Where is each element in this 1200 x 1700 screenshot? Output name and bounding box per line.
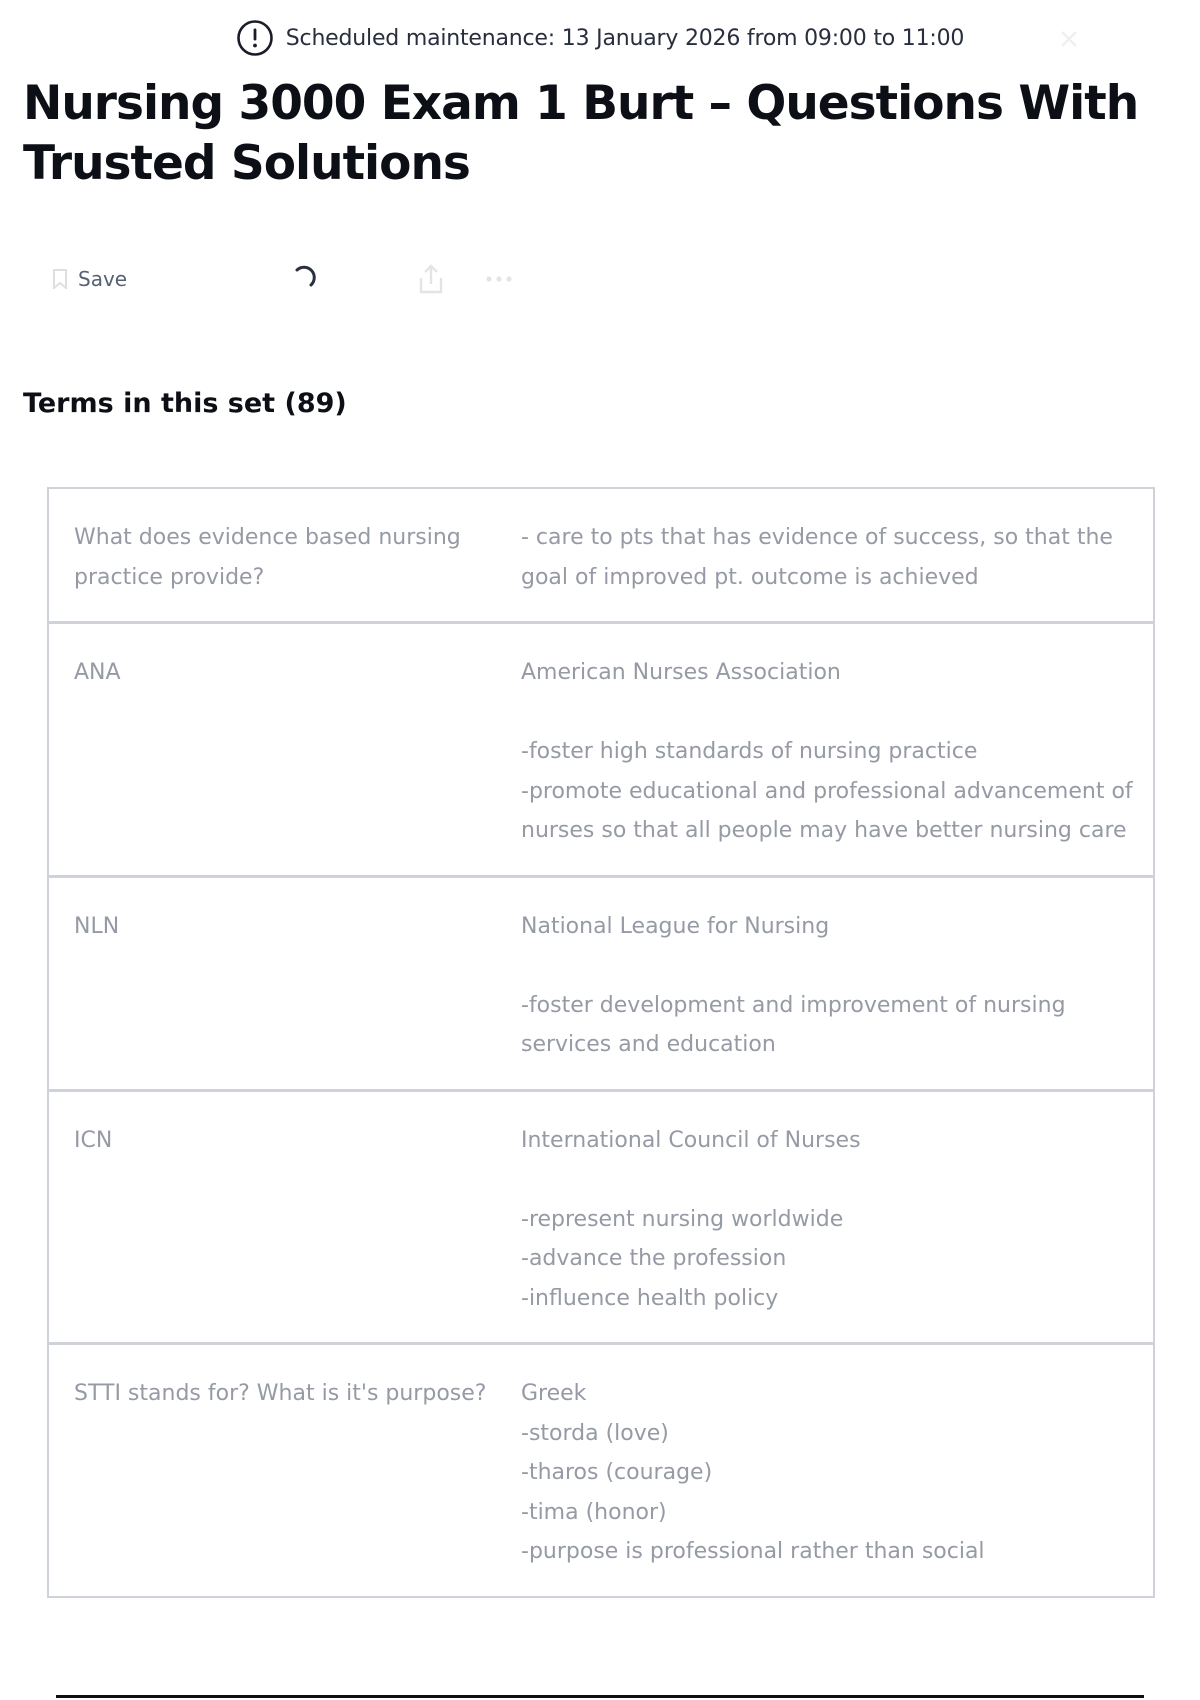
save-button[interactable] xyxy=(52,258,127,300)
divider xyxy=(56,1695,1144,1698)
save-label: Save xyxy=(78,267,128,291)
term-definition: - care to pts that has evidence of success, so that the goal of improved pt. outcome is achieved xyxy=(521,525,1113,590)
close-icon[interactable] xyxy=(1058,28,1080,50)
share-icon xyxy=(414,284,448,299)
term-definition: American Nurses Association -foster high standards of nursing practice -promote educational and professional advancement of nurses so that all people may have better nursing care xyxy=(521,660,1133,843)
set-toolbar xyxy=(52,258,512,300)
term-row[interactable] xyxy=(49,1342,1153,1596)
more-options-button[interactable] xyxy=(482,262,516,296)
term-definition: International Council of Nurses -represent nursing worldwide -advance the profession -influence health policy xyxy=(521,1127,861,1311)
more-options-icon xyxy=(482,284,516,299)
term-word: ANA xyxy=(74,660,121,685)
maintenance-banner xyxy=(0,18,1200,58)
loading-spinner-icon xyxy=(288,264,318,294)
page-title: Nursing 3000 Exam 1 Burt – Questions With Trusted Solutions xyxy=(23,76,1139,191)
term-word: STTI stands for? What is it's purpose? xyxy=(74,1381,487,1406)
term-row[interactable] xyxy=(49,1089,1153,1343)
terms-heading: Terms in this set (89) xyxy=(23,388,347,419)
terms-table xyxy=(47,487,1155,1598)
term-row[interactable] xyxy=(49,489,1153,621)
maintenance-message: Scheduled maintenance: 13 January 2026 from 09:00 to 11:00 xyxy=(285,25,965,51)
term-definition: National League for Nursing -foster development and improvement of nursing services and education xyxy=(521,913,1066,1057)
term-word: What does evidence based nursing practice provide? xyxy=(74,525,461,590)
term-definition: Greek -storda (love) -tharos (courage) -tima (honor) -purpose is professional rather than social xyxy=(521,1381,985,1564)
exclamation-circle-icon xyxy=(236,19,274,57)
term-row[interactable] xyxy=(49,621,1153,875)
share-button[interactable] xyxy=(414,262,448,296)
term-row[interactable] xyxy=(49,875,1153,1089)
term-word: ICN xyxy=(74,1127,113,1153)
bookmark-icon xyxy=(52,269,68,289)
term-word: NLN xyxy=(74,913,120,939)
